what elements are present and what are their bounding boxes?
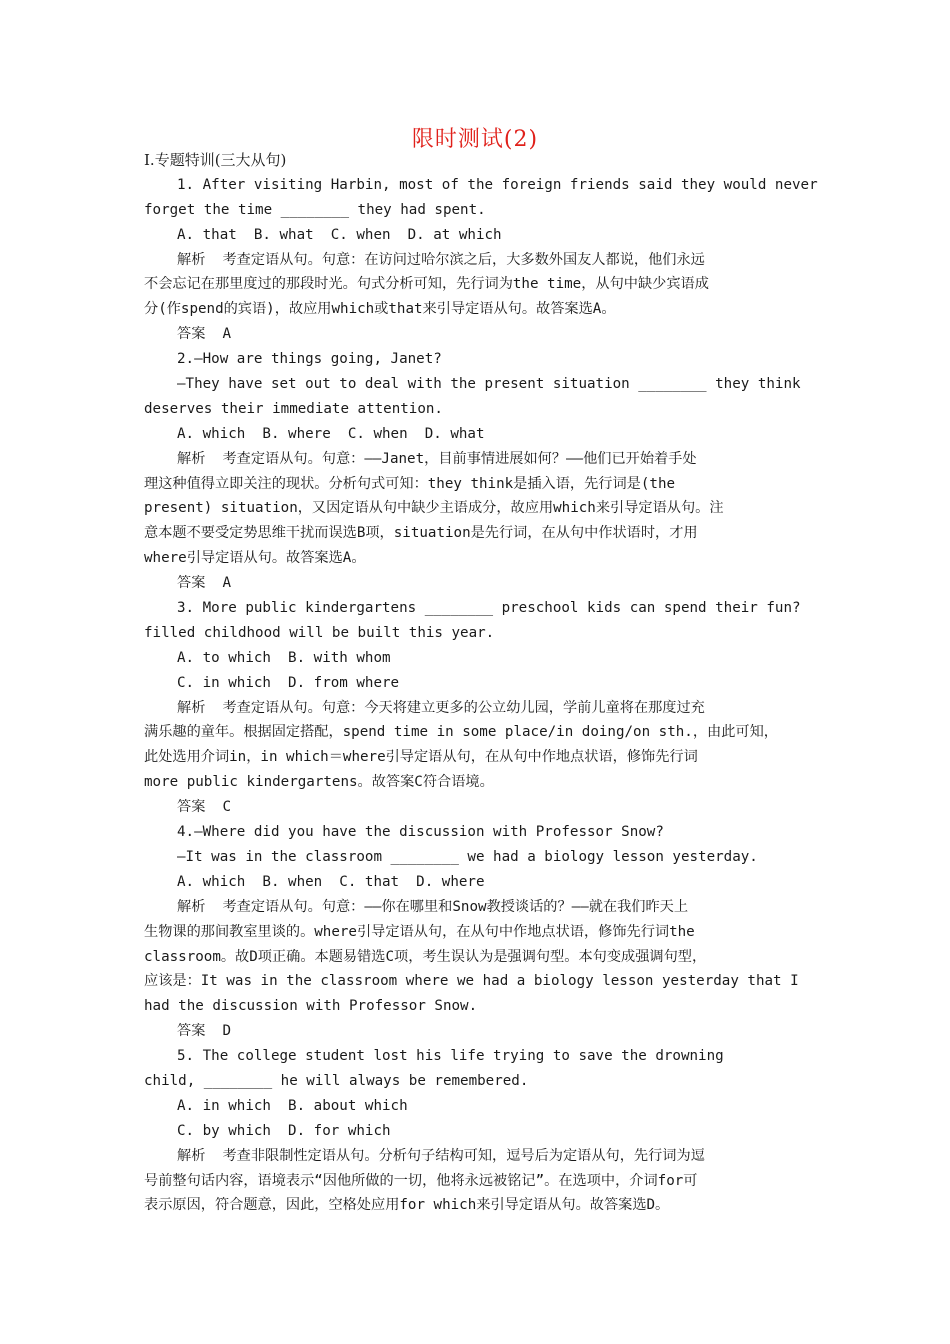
text-line: 解析 考查定语从句。句意：——你在哪里和Snow教授谈话的？——就在我们昨天上 — [177, 898, 689, 915]
text-line: present) situation，又因定语从句中缺少主语成分，故应用which来引导定语从句。注 — [144, 500, 724, 517]
text-line: 满乐趣的童年。根据固定搭配，spend time in some place/in doing/on sth.，由此可知， — [144, 724, 778, 741]
text-line: where引导定语从句。故答案选A。 — [144, 550, 366, 567]
text-line: 解析 考查定语从句。句意：在访问过哈尔滨之后，大多数外国友人都说，他们永远 — [177, 251, 705, 268]
text-line: A. that B. what C. when D. at which — [177, 226, 502, 243]
text-line: more public kindergartens。故答案C符合语境。 — [144, 774, 494, 791]
text-line: 4.—Where did you have the discussion with Professor Snow? — [177, 824, 664, 841]
text-line: 意本题不要受定势思维干扰而误选B项，situation是先行词，在从句中作状语时，才用 — [144, 525, 698, 542]
text-line: had the discussion with Professor Snow. — [144, 998, 478, 1015]
text-line: deserves their immediate attention. — [144, 400, 443, 417]
text-line: 表示原因，符合题意，因此，空格处应用for which来引导定语从句。故答案选D。 — [144, 1197, 670, 1214]
section-heading: Ⅰ.专题特训(三大从句) — [144, 151, 287, 169]
text-line: 3. More public kindergartens ________ preschool kids can spend their fun? — [177, 600, 801, 617]
text-line: 解析 考查定语从句。句意：今天将建立更多的公立幼儿园，学前儿童将在那度过充 — [177, 699, 705, 716]
text-line: filled childhood will be built this year. — [144, 624, 495, 641]
page-title: 限时测试(2) — [411, 127, 539, 152]
text-line: A. which B. where C. when D. what — [177, 425, 485, 442]
text-line: 解析 考查定语从句。句意：——Janet，目前事情进展如何？——他们已开始着手处 — [177, 450, 697, 467]
text-line: C. by which D. for which — [177, 1122, 391, 1139]
text-line: 解析 考查非限制性定语从句。分析句子结构可知，逗号后为定语从句，先行词为逗 — [177, 1147, 705, 1164]
text-line: classroom。故D项正确。本题易错选C项，考生误认为是强调句型。本句变成强调句型， — [144, 948, 707, 965]
document-body — [144, 148, 818, 1218]
text-line: 答案 D — [177, 1023, 231, 1040]
text-line: 应该是：It was in the classroom where we had a biology lesson yesterday that I — [144, 973, 799, 990]
text-line: child, ________ he will always be remembered. — [144, 1072, 529, 1089]
text-line: 5. The college student lost his life trying to save the drowning — [177, 1048, 724, 1065]
text-line: —They have set out to deal with the present situation ________ they think — [177, 376, 801, 393]
text-line: 号前整句话内容，语境表示“因他所做的一切，他将永远被铭记”。在选项中，介词for可 — [144, 1172, 698, 1189]
text-line: C. in which D. from where — [177, 674, 400, 691]
text-line: A. in which B. about which — [177, 1097, 408, 1114]
text-line: 答案 C — [177, 799, 231, 816]
text-line: 此处选用介词in，in which＝where引导定语从句，在从句中作地点状语，修饰先行词 — [144, 749, 698, 766]
text-line: 分(作spend的宾语)，故应用which或that来引导定语从句。故答案选A。 — [144, 301, 616, 318]
text-line: 理这种值得立即关注的现状。分析句式可知：they think是插入语，先行词是(the — [144, 475, 676, 492]
text-line: 生物课的那间教室里谈的。where引导定语从句，在从句中作地点状语，修饰先行词the — [144, 923, 695, 940]
text-line: 答案 A — [177, 326, 231, 343]
text-line: A. to which B. with whom — [177, 649, 391, 666]
text-line: 答案 A — [177, 575, 231, 592]
text-line: 1. After visiting Harbin, most of the foreign friends said they would never — [177, 176, 818, 193]
text-line: forget the time ________ they had spent. — [144, 201, 486, 218]
text-line: A. which B. when C. that D. where — [177, 873, 485, 890]
text-line: —It was in the classroom ________ we had a biology lesson yesterday. — [177, 848, 758, 865]
text-line: 2.—How are things going, Janet? — [177, 351, 442, 368]
text-line: 不会忘记在那里度过的那段时光。句式分析可知，先行词为the time，从句中缺少宾语成 — [144, 276, 709, 293]
